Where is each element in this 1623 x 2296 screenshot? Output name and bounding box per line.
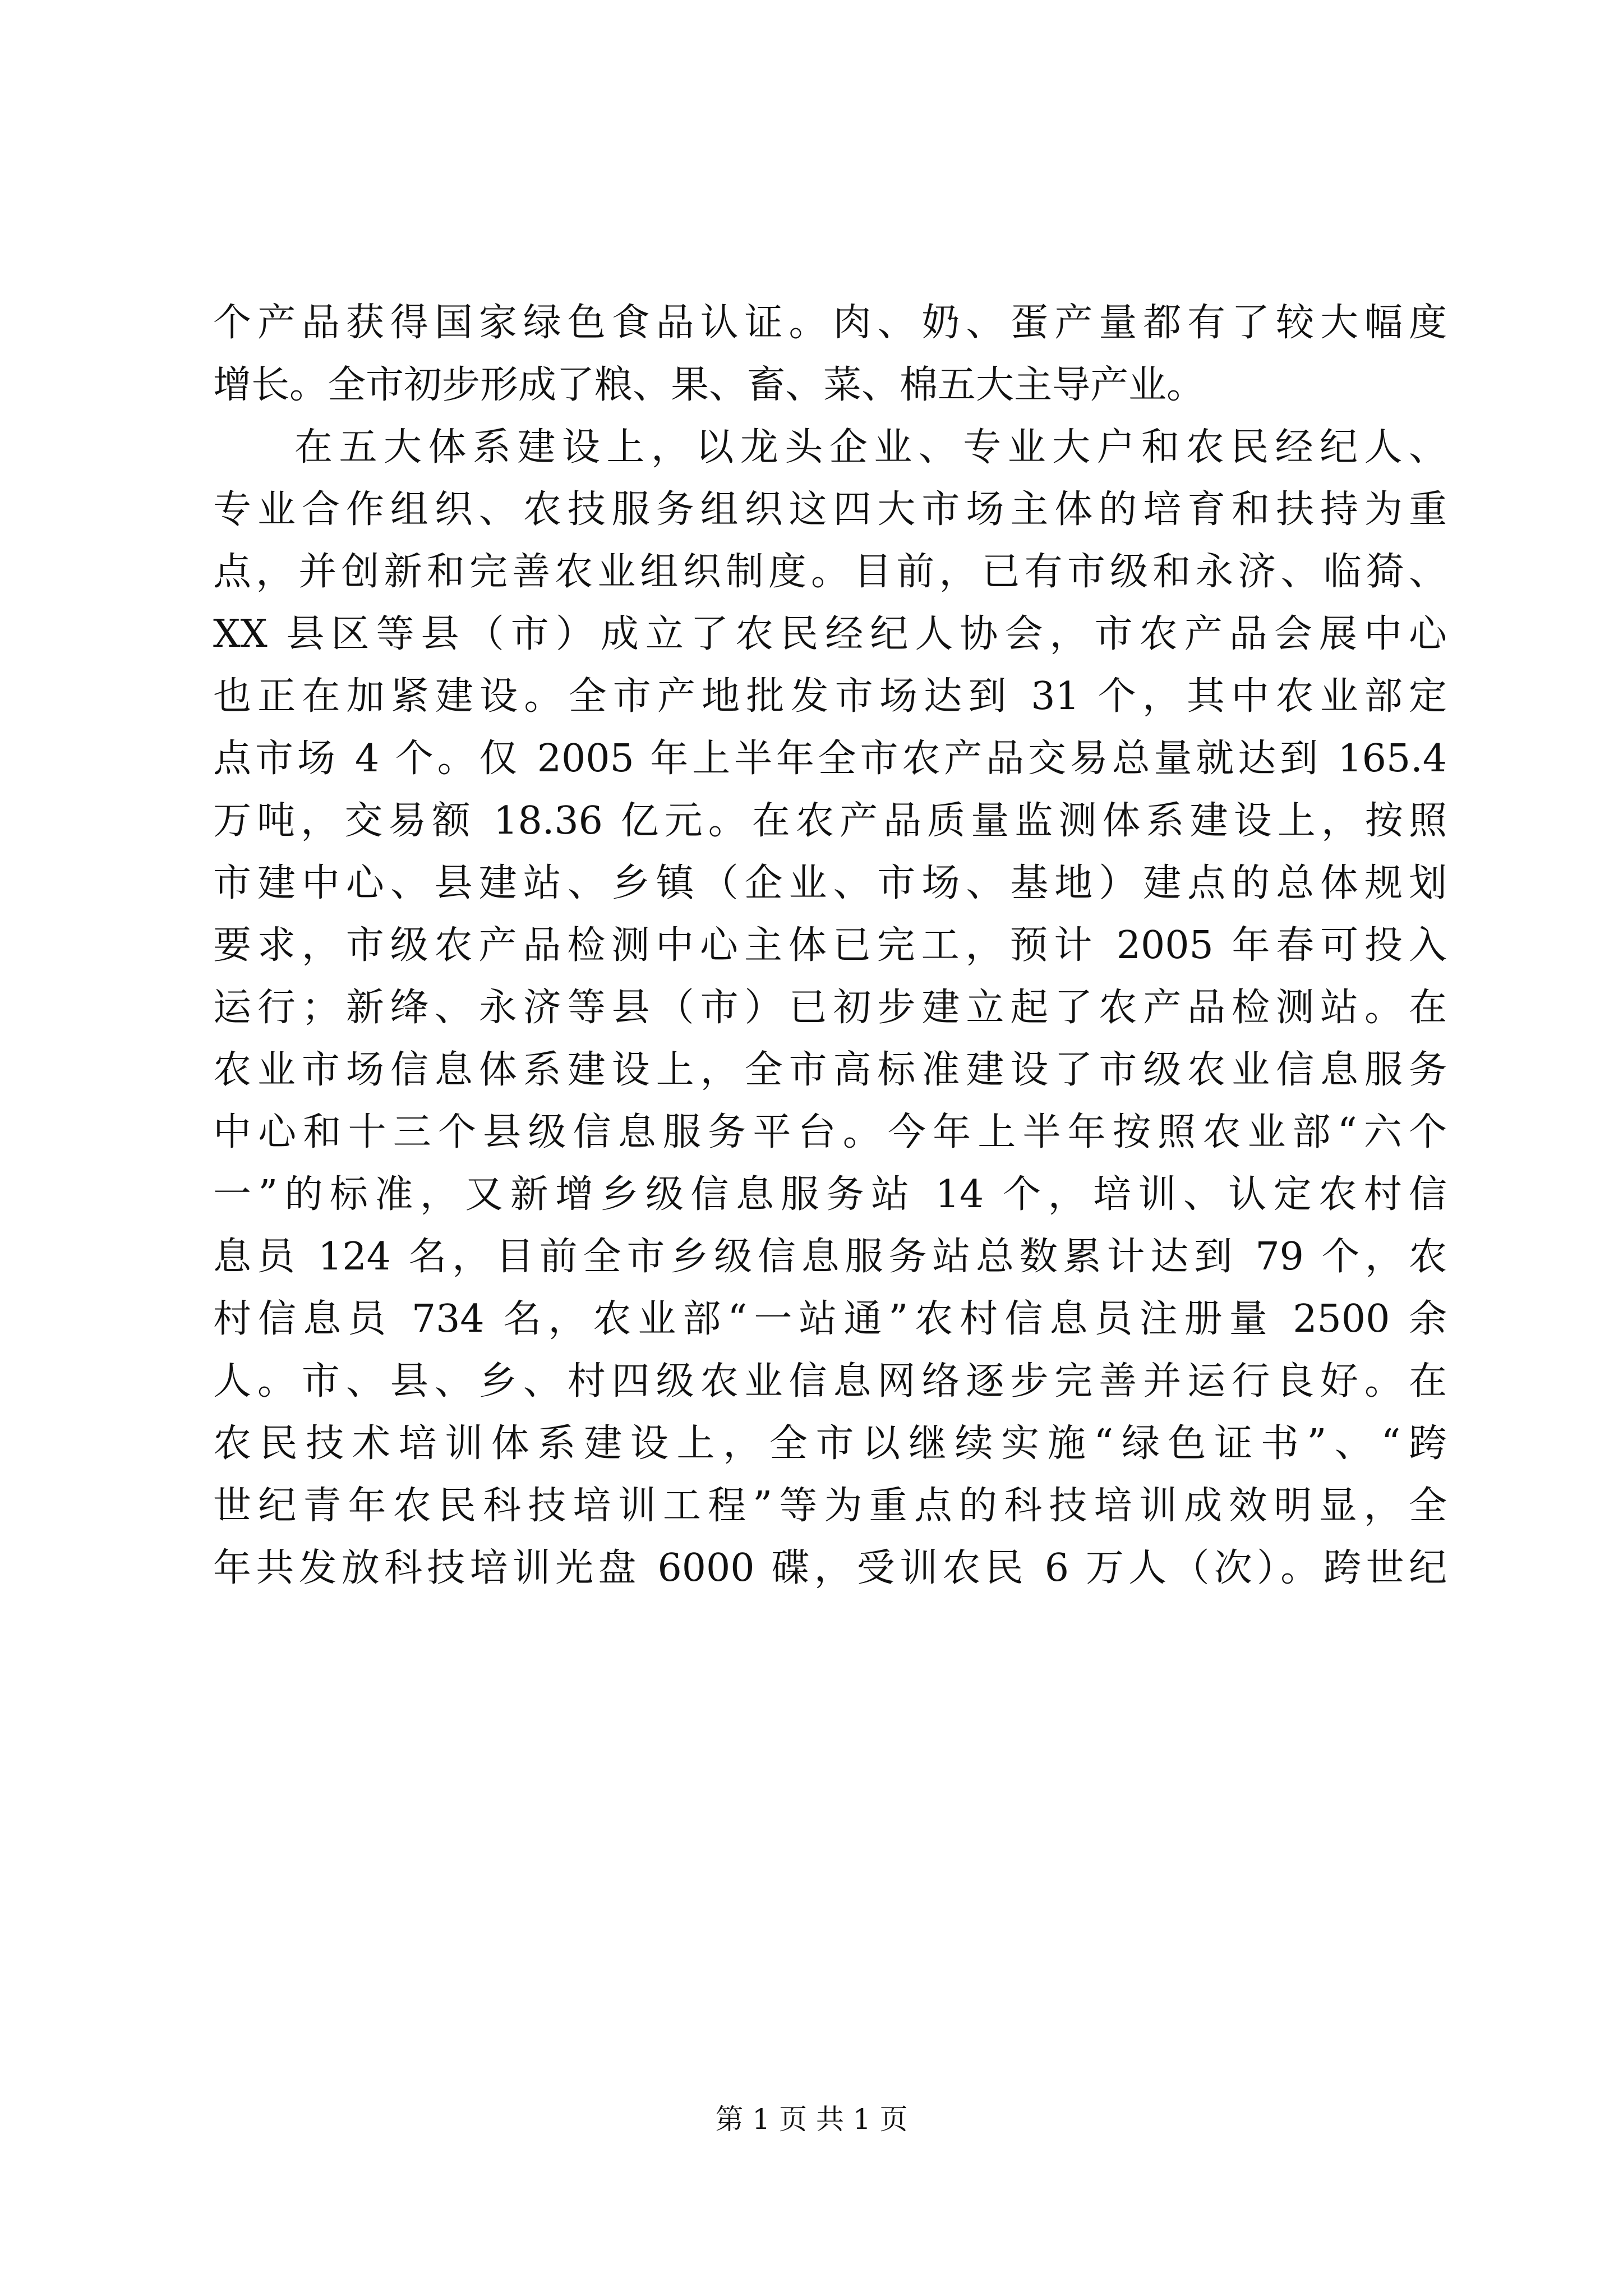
text-line: 个产品获得国家绿色食品认证。肉、奶、蛋产量都有了较大幅度	[213, 301, 1447, 345]
text-line: 农民技术培训体系建设上，全市以继续实施“绿色证书”、“跨	[213, 1421, 1447, 1466]
text-line: 中心和十三个县级信息服务平台。今年上半年按照农业部“六个	[213, 1110, 1447, 1154]
text-line: 专业合作组织、农技服务组织这四大市场主体的培育和扶持为重	[213, 487, 1447, 532]
text-line: 点市场 4 个。仅 2005 年上半年全市农产品交易总量就达到 165.4	[213, 737, 1447, 781]
text-line: 要求，市级农产品检测中心主体已完工，预计 2005 年春可投入	[213, 923, 1447, 968]
text-line: 息员 124 名，目前全市乡级信息服务站总数累计达到 79 个，农	[213, 1235, 1447, 1279]
page-footer: 第 1 页 共 1 页	[715, 2103, 908, 2136]
text-line: 世纪青年农民科技培训工程”等为重点的科技培训成效明显，全	[213, 1484, 1447, 1528]
text-line: 也正在加紧建设。全市产地批发市场达到 31 个，其中农业部定	[213, 674, 1447, 719]
text-line: 增长。全市初步形成了粮、果、畜、菜、棉五大主导产业。	[213, 363, 1205, 407]
text-line: 农业市场信息体系建设上，全市高标准建设了市级农业信息服务	[213, 1048, 1447, 1092]
text-line: 市建中心、县建站、乡镇（企业、市场、基地）建点的总体规划	[213, 861, 1447, 905]
text-line: 村信息员 734 名，农业部“一站通”农村信息员注册量 2500 余	[213, 1297, 1447, 1341]
text-line: 人。市、县、乡、村四级农业信息网络逐步完善并运行良好。在	[213, 1359, 1447, 1404]
text-line: 一”的标准，又新增乡级信息服务站 14 个，培训、认定农村信	[213, 1172, 1447, 1217]
text-line: 万吨，交易额 18.36 亿元。在农产品质量监测体系建设上，按照	[213, 799, 1447, 843]
text-line: 在五大体系建设上，以龙头企业、专业大户和农民经纪人、	[294, 425, 1447, 470]
body-text	[213, 292, 1447, 1599]
text-line: 点，并创新和完善农业组织制度。目前，已有市级和永济、临猗、	[213, 550, 1447, 594]
text-line: 年共发放科技培训光盘 6000 碟，受训农民 6 万人（次）。跨世纪	[213, 1546, 1447, 1590]
text-line: XX 县区等县（市）成立了农民经纪人协会，市农产品会展中心	[213, 612, 1447, 656]
text-line: 运行；新绛、永济等县（市）已初步建立起了农产品检测站。在	[213, 986, 1447, 1030]
